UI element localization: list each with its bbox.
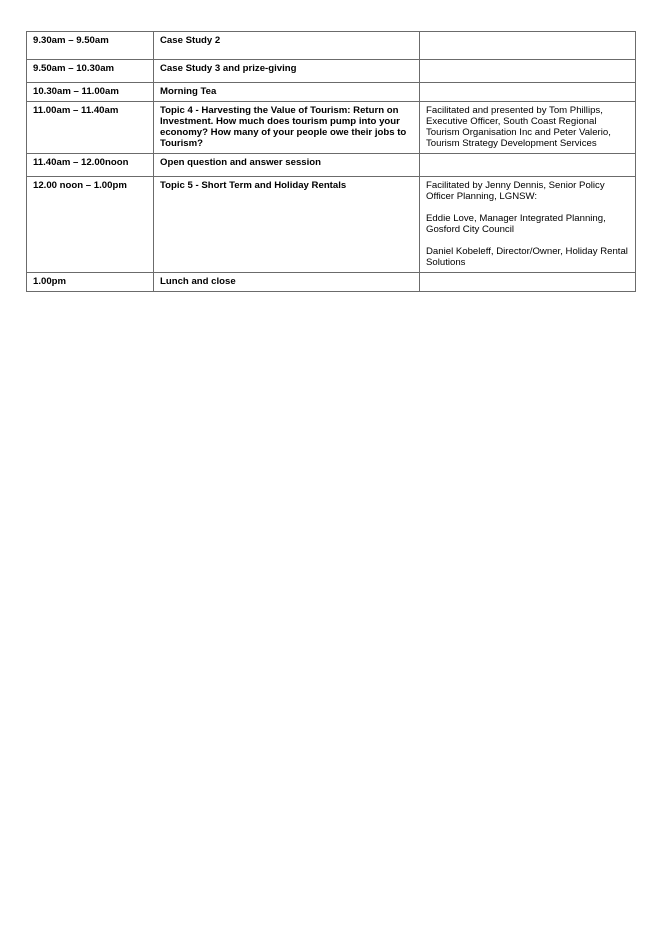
table-row [27,83,636,102]
time-cell: 11.00am – 11.40am [27,102,154,154]
time-cell: 12.00 noon – 1.00pm [27,177,154,273]
table-row [27,273,636,292]
presenter-cell [420,60,636,83]
time-cell: 11.40am – 12.00noon [27,154,154,177]
session-cell: Morning Tea [154,83,420,102]
presenter-cell [420,83,636,102]
presenter-cell [420,102,636,154]
session-cell: Topic 4 - Harvesting the Value of Tourism: Return on Investment. How much does tourism pump into your economy? How many of your people owe their jobs to Tourism? [154,102,420,154]
presenter-text: Eddie Love, Manager Integrated Planning, Gosford City Council [426,213,606,235]
presenter-cell [420,154,636,177]
time-cell: 1.00pm [27,273,154,292]
time-cell: 10.30am – 11.00am [27,83,154,102]
session-cell: Topic 5 - Short Term and Holiday Rentals [154,177,420,273]
session-cell: Open question and answer session [154,154,420,177]
presenter-cell [420,32,636,60]
table-row [27,102,636,154]
table-row [27,154,636,177]
table-row [27,177,636,273]
table-row [27,60,636,83]
presenter-cell [420,177,636,273]
time-cell: 9.50am – 10.30am [27,60,154,83]
agenda-table [26,31,636,292]
table-row [27,32,636,60]
presenter-text: Facilitated by Jenny Dennis, Senior Policy Officer Planning, LGNSW: [426,180,605,202]
presenter-text: Facilitated and presented by Tom Phillips, Executive Officer, South Coast Regional Tourism Organisation Inc and Peter Valerio, Tourism Strategy Development Services [426,105,611,149]
session-cell: Lunch and close [154,273,420,292]
presenter-text: Daniel Kobeleff, Director/Owner, Holiday Rental Solutions [426,246,628,268]
presenter-cell [420,273,636,292]
time-cell: 9.30am – 9.50am [27,32,154,60]
session-cell: Case Study 3 and prize-giving [154,60,420,83]
session-cell: Case Study 2 [154,32,420,60]
